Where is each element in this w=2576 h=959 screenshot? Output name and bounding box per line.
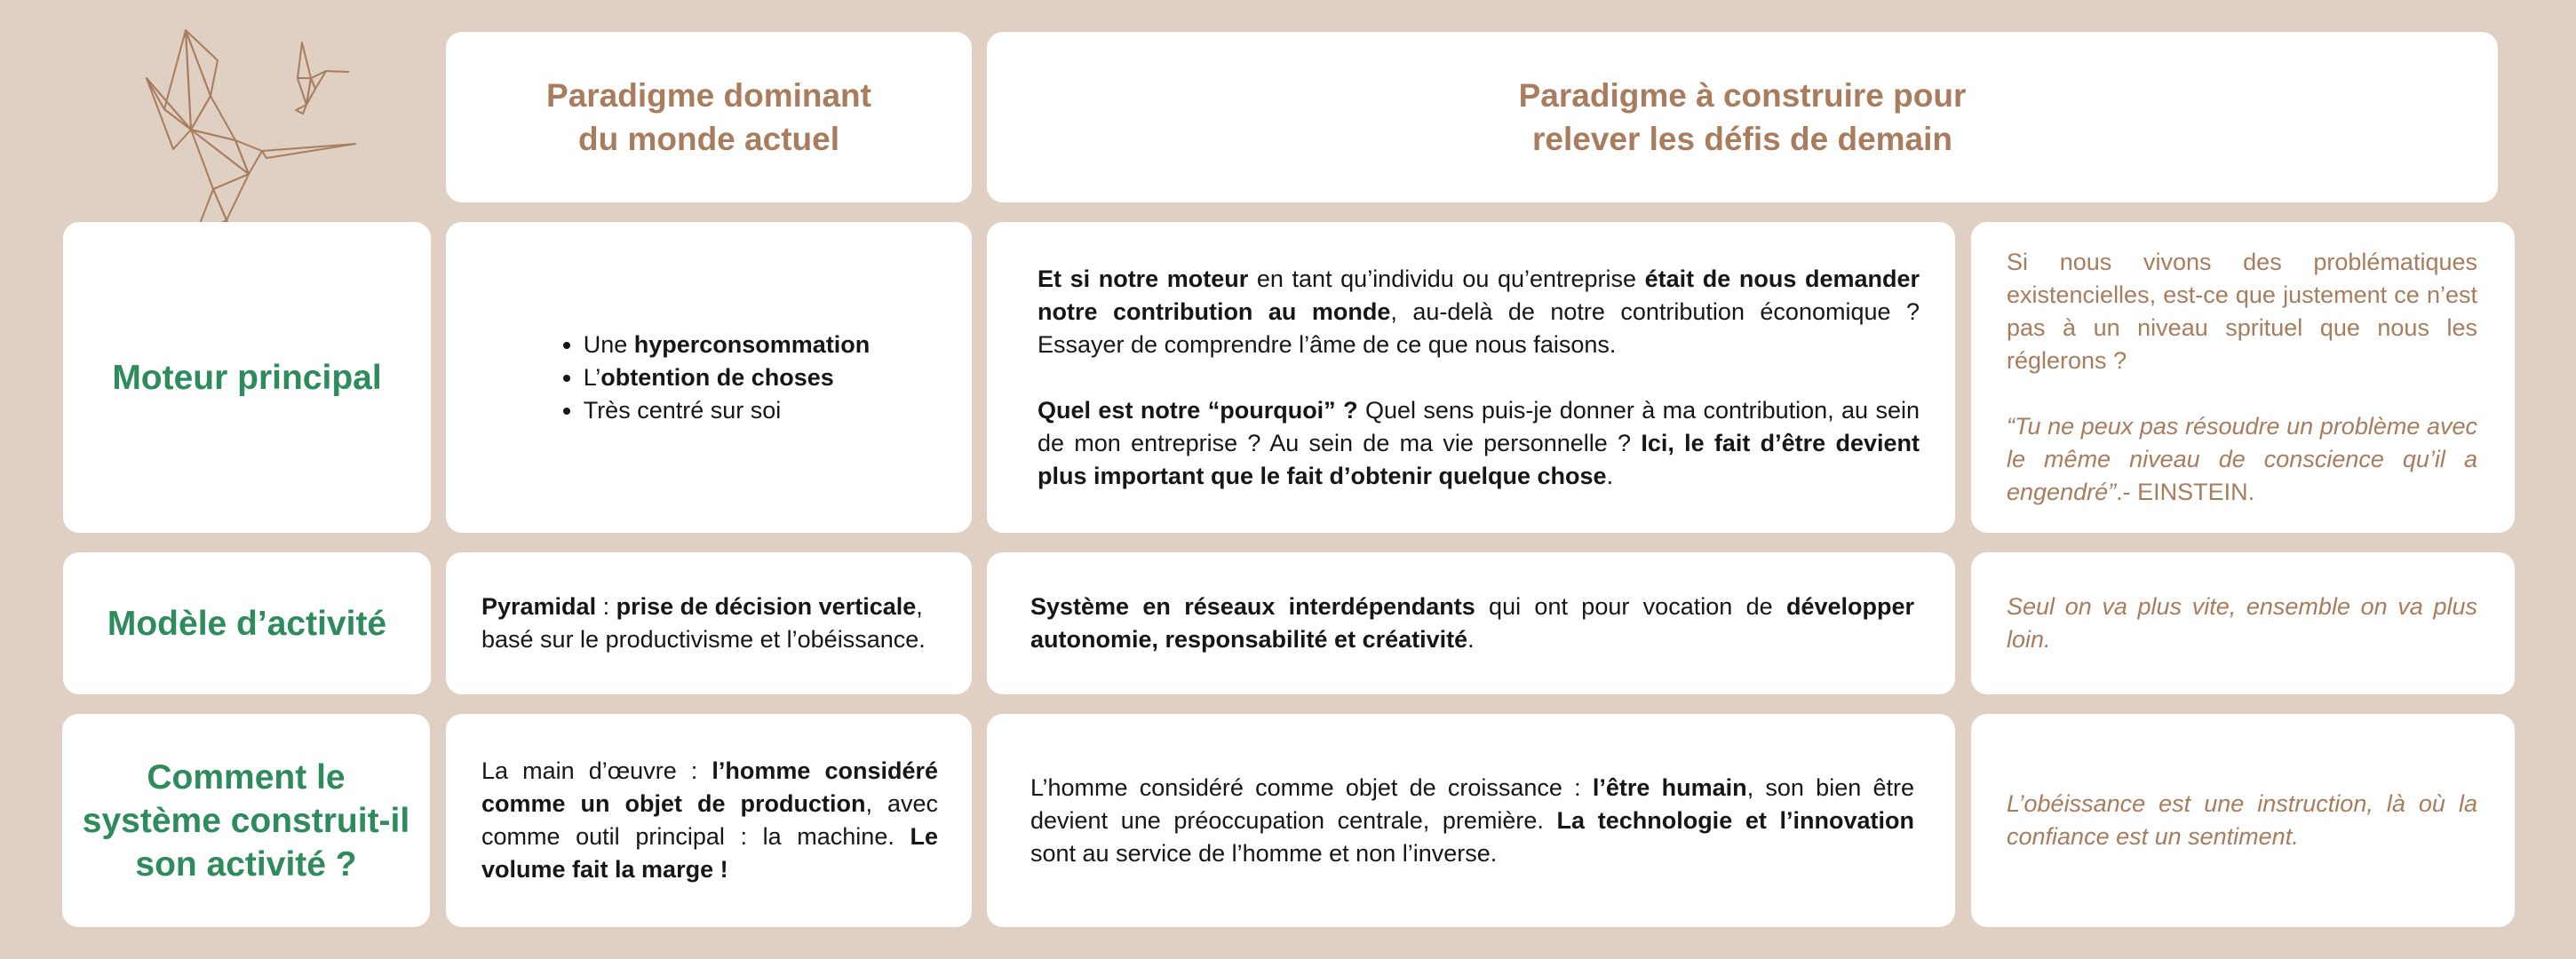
row-label-text: Comment le système construit-il son activité ?: [82, 757, 410, 884]
list-item: • L’obtention de choses: [584, 361, 871, 394]
cell-note-modele: [1971, 552, 2515, 694]
list-item: • Très centré sur soi: [584, 394, 871, 427]
row-label-construction: [62, 714, 430, 927]
current-construction-text: La main d’œuvre : l’homme considéré comme un objet de production, avec comme outil principal : la machine. Le volume fait la marge !: [481, 757, 938, 883]
future-moteur-text: [1038, 263, 1920, 493]
header-current-title: Paradigme dominant du monde actuel: [546, 77, 871, 157]
note-construction-text: L’obéissance est une instruction, là où la confiance est un sentiment.: [2007, 790, 2477, 850]
future-construction-text: L’homme considéré comme objet de croissance : l’être humain, son bien être devient une préoccupation centrale, première. La technologie et l’innovation sont au service de l’homme et non l’inverse.: [1030, 773, 1914, 867]
cell-note-moteur: [1971, 222, 2515, 533]
paragraph: Et si notre moteur en tant qu’individu ou qu’entreprise était de nous demander notre contribution au monde, au-delà de notre contribution économique ? Essayer de comprendre l’âme de ce que nous faisons.: [1038, 265, 1920, 358]
row-label-moteur: [63, 222, 431, 533]
einstein-quote: “Tu ne peux pas résoudre un problème avec le même niveau de conscience qu’il a engendré”.- EINSTEIN.: [2007, 413, 2477, 505]
header-future-paradigm: [987, 32, 2498, 202]
cell-future-construction: [987, 714, 1955, 927]
row-label-modele: [63, 552, 431, 694]
cell-future-moteur: [987, 222, 1955, 533]
cell-future-modele: [987, 552, 1955, 694]
note-moteur-text: [2007, 246, 2477, 509]
list-item: • Une hyperconsommation: [584, 329, 871, 361]
cell-current-construction: [446, 714, 972, 927]
current-modele-text: Pyramidal : prise de décision verticale, basé sur le productivisme et l’obéissance.: [481, 593, 926, 653]
cell-note-construction: [1971, 714, 2515, 927]
future-modele-text: Système en réseaux interdépendants qui ont pour vocation de développer autonomie, responsabilité et créativité.: [1030, 593, 1914, 653]
header-current-paradigm: [446, 32, 972, 202]
paragraph: Si nous vivons des problématiques existencielles, est-ce que justement ce n’est pas à un niveau sprituel que nous les réglerons ?: [2007, 249, 2477, 374]
row-label-text: Modèle d’activité: [107, 604, 387, 643]
row-label-text: Moteur principal: [112, 358, 382, 397]
cell-current-moteur: [446, 222, 972, 533]
cell-current-modele: [446, 552, 972, 694]
bullet-list: [548, 329, 871, 427]
note-modele-text: Seul on va plus vite, ensemble on va plus loin.: [2007, 593, 2477, 653]
header-future-title: Paradigme à construire pour relever les défis de demain: [1518, 77, 1967, 157]
paragraph: Quel est notre “pourquoi” ? Quel sens puis-je donner à ma contribution, au sein de mon entreprise ? Au sein de ma vie personnelle ? Ici, le fait d’être devient plus important que le fait d’obtenir quelque chose.: [1038, 396, 1920, 489]
